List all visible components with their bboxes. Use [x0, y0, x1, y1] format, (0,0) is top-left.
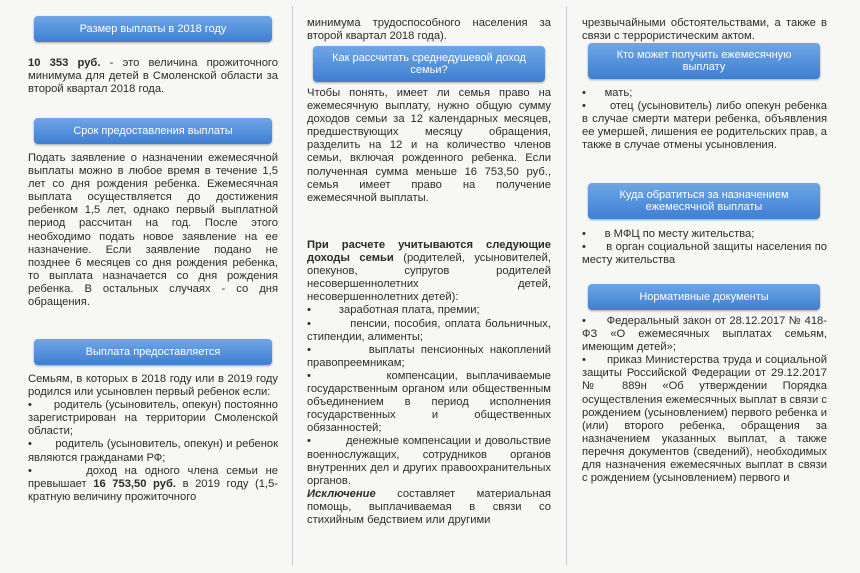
list-item: • приказ Министерства труда и социальной защиты Российской Федерации от 29.12.2017 № 889н «Об утверждении Порядка осуществления ежемесячных выплат в связи с рождением (усыновлением) первого ребенка и (или) второго ребенка, обращения за назначением указанных выплат, а также перечня документов (сведений), необходимых для назначения ежемесячных выплат в связи с рождением (усыновлением) первого и	[582, 354, 827, 485]
list-item: • денежные компенсации и довольствие военнослужащих, сотрудников органов внутренних дел и других правоохранительных органов.	[307, 435, 551, 487]
list-item: • пенсии, пособия, оплата больничных, стипендии, алименты;	[307, 317, 552, 343]
header-payment-amount: Размер выплаты в 2018 году	[34, 16, 272, 42]
list-item: • в МФЦ по месту жительства;	[582, 228, 755, 240]
incomes-section: При расчете учитываются следующие доходы семьи (родителей, усыновителей, опекунов, супругов родителей несовершеннолетних детей, несовершеннолетних детей): • заработная плата, премии; • пенсии, пособия, оплата больничных, стипендии, алименты; • выплаты пенсионных накоплений правопреемникам; • компенсации, выплачиваемые государственным органом или общественным объединением в период исполнения государственных и общественных обязанностей; • денежные компенсации и довольствие военнослужащих, сотрудников органов внутренних дел и других правоохранительных органов. Исключение составляет материальная помощь, выплачиваемая в связи со стихийным бедствием или другими	[307, 239, 552, 526]
header-payment-term: Срок предоставления выплаты	[34, 118, 272, 144]
header-where-to-apply: Куда обратиться за назначением ежемесячной выплаты	[588, 183, 820, 219]
header-regulatory-docs: Нормативные документы	[588, 284, 820, 310]
header-who-can-receive: Кто может получить ежемесячную выплату	[588, 43, 820, 79]
list-item: • родитель (усыновитель, опекун) постоянно зарегистрирован на территории Смоленской области;	[28, 399, 278, 438]
provided-section: Семьям, в которых в 2018 году или в 2019 году родился или усыновлен первый ребенок если: • родитель (усыновитель, опекун) постоянно зарегистрирован на территории Смоленской области; • родитель (усыновитель, опекун) и ребенок являются гражданами РФ; • доход на одного члена семьи не превышает 16 753,50 руб. в 2019 году (1,5-кратную величину прожиточного	[28, 373, 279, 503]
column-divider-1	[292, 6, 293, 565]
list-item: • мать;	[582, 87, 633, 99]
amount-value: 10 353 руб.	[28, 57, 101, 69]
list-item: • отец (усыновитель) либо опекун ребенка в случае смерти матери ребенка, объявления ее умершей, лишения ее родительских прав, а также в случае отмены усыновления.	[582, 100, 827, 152]
column-3	[582, 0, 827, 573]
list-item: • доход на одного члена семьи не превышает 16 753,50 руб. в 2019 году (1,5-кратную величину прожиточного	[28, 464, 279, 503]
where-section	[582, 228, 827, 267]
continuation-text: чрезвычайными обстоятельствами, а также в связи с террористическим актом.	[582, 17, 827, 43]
column-1	[28, 0, 278, 573]
amount-paragraph: 10 353 руб. - это величина прожиточного минимума для детей в Смоленской области за второй квартал 2018 года.	[28, 57, 278, 96]
column-2	[307, 0, 551, 573]
list-item: • родитель (усыновитель, опекун) и ребенок являются гражданами РФ;	[28, 438, 278, 464]
who-section	[582, 87, 827, 152]
list-item: • заработная плата, премии;	[307, 304, 480, 317]
continuation-text: минимума трудоспособного населения за второй квартал 2018 года).	[307, 17, 551, 43]
list-item: • выплаты пенсионных накоплений правопреемникам;	[307, 343, 551, 369]
column-divider-2	[566, 6, 567, 565]
list-item: • в орган социальной защиты населения по месту жительства	[582, 241, 827, 267]
docs-section	[582, 315, 827, 485]
list-item: • Федеральный закон от 28.12.2017 № 418-ФЗ «О ежемесячных выплатах семьям, имеющим детей»;	[582, 315, 827, 354]
header-income-calc: Как рассчитать среднедушевой доход семьи?	[313, 46, 545, 82]
term-paragraph: Подать заявление о назначении ежемесячной выплаты можно в любое время в течение 1,5 лет со дня рождения ребенка. Ежемесячная выплата осуществляется до достижения ребенком 1,5 лет, однако первый выплатной период рассчитан на год. После этого необходимо подать новое заявление на ее назначение. Если заявление подано не позднее 6 месяцев со дня рождения ребенка, то выплата назначается со дня рождения ребенка. В остальных случаях - со дня обращения.	[28, 152, 278, 309]
header-payment-provided: Выплата предоставляется	[34, 339, 272, 365]
list-item: • компенсации, выплачиваемые государственным органом или общественным объединением в период исполнения государственных и общественных обязанностей;	[307, 369, 551, 435]
calc-paragraph: Чтобы понять, имеет ли семья право на ежемесячную выплату, нужно общую сумму доходов семьи за 12 календарных месяцев, предшествующих месяцу обращения, разделить на 12 и на количество членов семьи, включая рожденного ребенка. Если полученная сумма меньше 16 753,50 руб., семья имеет право на получение ежемесячной выплаты.	[307, 87, 551, 204]
